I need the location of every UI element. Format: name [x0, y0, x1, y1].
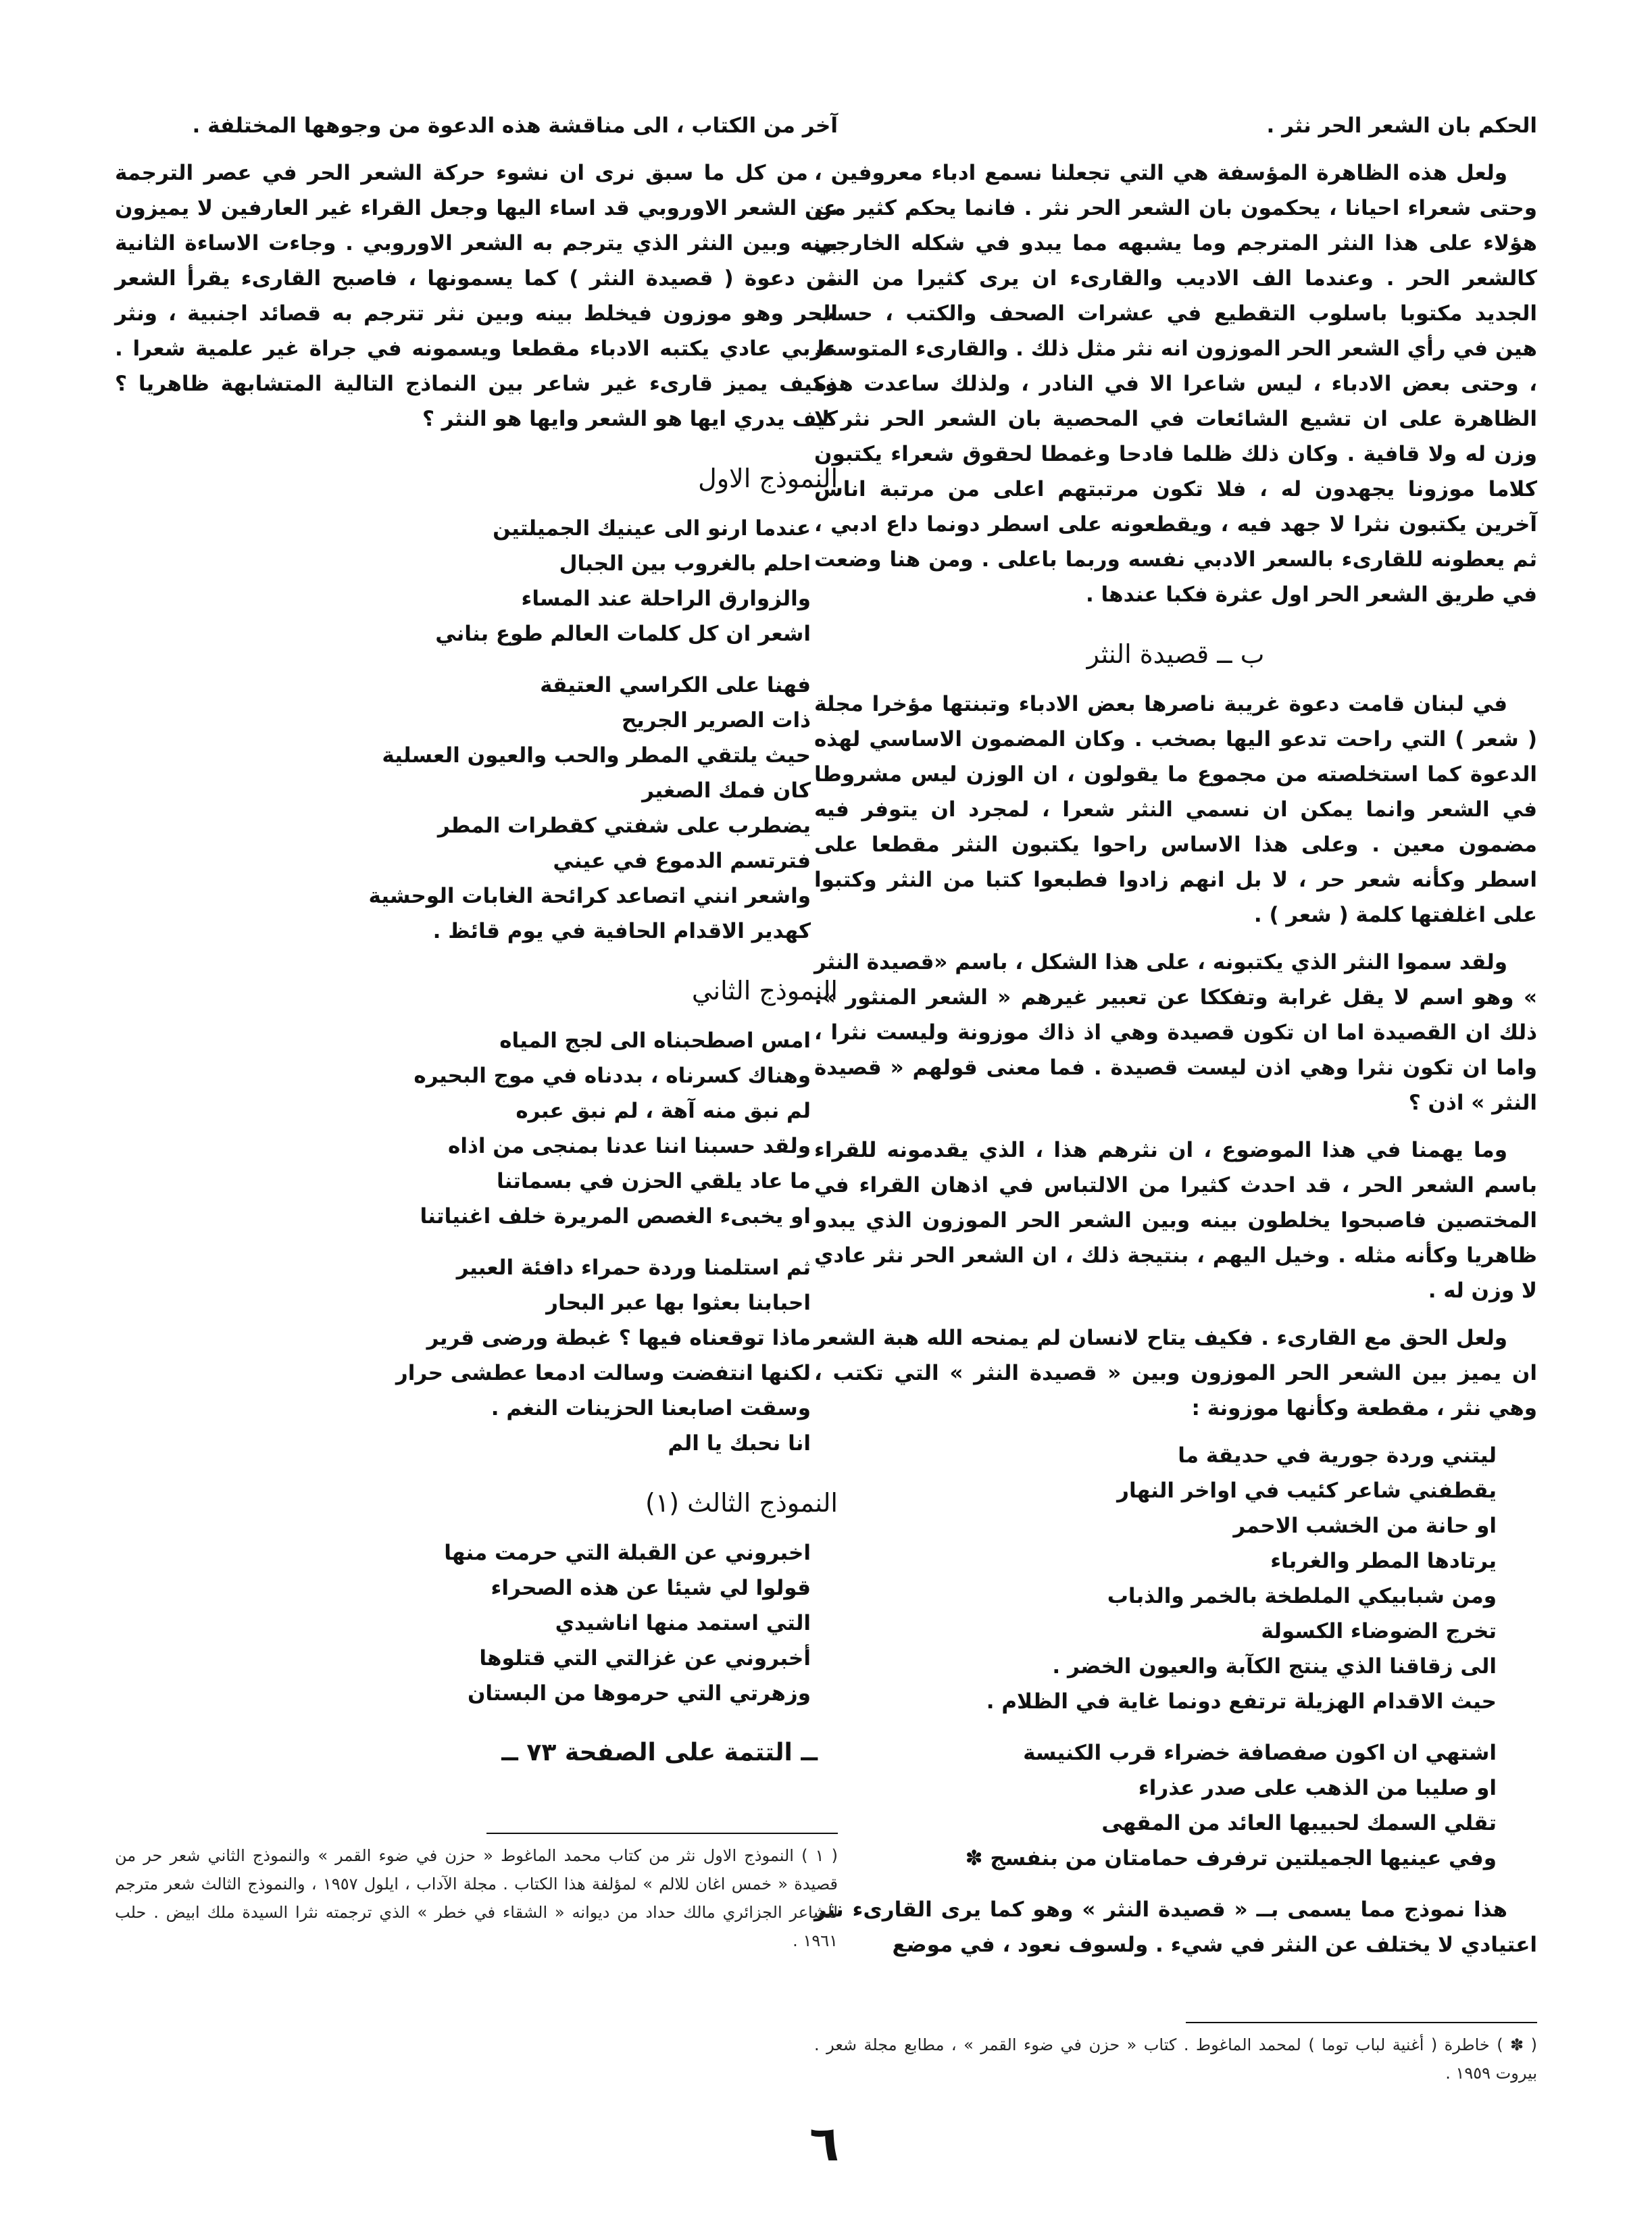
- footnote-left: ( ١ ) النموذج الاول نثر من كتاب محمد الماغوط « حزن في ضوء القمر » والنموذج الثاني شعر حر من قصيدة « خمس اغان للالم » لمؤلفة هذا الكتاب . مجلة الآداب ، ايلول ١٩٥٧ ، والنموذج الثالث شعر مترجم للشاعر الجزائري مالك حداد من ديوانه « الشقاء في خطر » الذي ترجمته نثرا السيدة ملك ابيض . حلب ١٩٦١ .: [115, 1846, 838, 1950]
- footnote-right: ( ✽ ) خاطرة ( أغنية لباب توما ) لمحمد الماغوط . كتاب « حزن في ضوء القمر » ، مطابع مجلة شعر . بيروت ١٩٥٩ .: [814, 2035, 1537, 2083]
- verse-line: لم نبق منه آهة ، لم نبق عبره: [516, 1099, 811, 1123]
- verse-line: أخبروني عن غزالتي التي قتلوها: [479, 1646, 811, 1670]
- verse-line: امس اصطحبناه الى لجج المياه: [499, 1029, 811, 1053]
- quoted-prose-poem-1: [814, 1438, 1537, 1719]
- verse-line: كهدير الاقدام الحافية في يوم قائظ .: [432, 919, 811, 943]
- verse-line: كان فمك الصغير: [642, 778, 811, 803]
- paragraph: هذا نموذج مما يسمى بــ « قصيدة النثر » وهو كما يرى القارىء نثر اعتيادي لا يختلف عن النثر في شيء . ولسوف نعود ، في موضع: [814, 1898, 1537, 1957]
- verse-line: احلم بالغروب بين الجبال: [559, 551, 811, 576]
- verse-line: ماذا توقعناه فيها ؟ غبطة ورضى قرير: [426, 1326, 811, 1350]
- footnote-rule-right: [1186, 2022, 1537, 2023]
- verse-line: وفي عينيها الجميلتين ترفرف حمامتان من بنفسج ✽: [965, 1846, 1497, 1870]
- verse-line: اشعر ان كل كلمات العالم طوع بناني: [435, 622, 811, 646]
- verse-line: انا نحبك يا الم: [668, 1431, 811, 1456]
- verse-line: عندما ارنو الى عينيك الجميلتين: [493, 516, 811, 541]
- paragraph: ولعل الحق مع القارىء . فكيف يتاح لانسان لم يمنحه الله هبة الشعر ان يميز بين الشعر الحر الموزون وبين « قصيدة النثر » التي تكتب ، وهي نثر ، مقطعة وكأنها موزونة :: [814, 1326, 1537, 1420]
- verse-line: ذات الصرير الجريح: [621, 708, 811, 733]
- model-2-stanza-1: [115, 1023, 838, 1234]
- section-heading: ب ــ قصيدة النثر: [1086, 639, 1265, 669]
- verse-line: ليتني وردة جورية في حديقة ما: [1178, 1443, 1497, 1468]
- model-3-heading: النموذج الثالث (١): [645, 1488, 838, 1518]
- verse-line: يرتادها المطر والغرباء: [1270, 1549, 1497, 1573]
- model-2-heading: النموذج الثاني: [691, 976, 838, 1006]
- verse-line: ومن شبابيكي الملطخة بالخمر والذباب: [1107, 1584, 1497, 1608]
- verse-line: التي استمد منها اناشيدي: [555, 1611, 811, 1635]
- verse-line: فهنا على الكراسي العتيقة: [540, 673, 811, 697]
- verse-line: تقلي السمك لحبيبها العائد من المقهى: [1101, 1811, 1497, 1835]
- verse-line: حيث يلتقي المطر والحب والعيون العسلية: [382, 743, 811, 768]
- verse-line: حيث الاقدام الهزيلة ترتفع دونما غاية في الظلام .: [986, 1689, 1497, 1714]
- paragraph: ولعل هذه الظاهرة المؤسفة هي التي تجعلنا نسمع ادباء معروفين ، وحتى شعراء احيانا ، يحكمون بان الشعر الحر نثر . فانما يحكم كثير من هؤلاء على هذا النثر المترجم وما يشبهه مما يبدو في شكله الخارجي كالشعر الحر . وعندما الف الاديب والقارىء ان يرى كثيرا من النثر الجديد مكتوبا باسلوب التقطيع في عشرات الصحف والكتب ، حسب هين في رأي الشعر الحر الموزون انه نثر مثل ذلك . والقارىء المتوسط ، وحتى بعض الادباء ، ليس شاعرا الا في النادر ، ولذلك ساعدت هذه الظاهرة على ان تشيع الشائعات في المحصية بان الشعر الحر نثر لا وزن له ولا قافية . وكان ذلك ظلما فادحا وغمطا لحقوق شعراء يكتبون كلاما موزونا يجهدون له ، فلا تكون مرتبتهم اعلى من مرتبة اناس آخرين يكتبون نثرا لا جهد فيه ، ويقطعونه على اسطر دونما داع ادبي ، ثم يعطونه للقارىء بالسعر الادبي نفسه وربما باعلى . ومن هنا وضعت في طريق الشعر الحر اول عثرة فكبا عندها .: [814, 161, 1537, 607]
- verse-line: وزهرتي التي حرموها من البستان: [467, 1681, 811, 1706]
- verse-line: وسقت اصابعنا الحزينات النغم .: [491, 1396, 811, 1420]
- verse-line: قولوا لي شيئا عن هذه الصحراء: [491, 1576, 811, 1600]
- verse-line: او يخبىء الغصص المريرة خلف اغنياتنا: [420, 1204, 811, 1229]
- verse-line: وهناك كسرناه ، بددناه في موج البحيره: [414, 1064, 811, 1088]
- verse-line: يضطرب على شفتي كقطرات المطر: [437, 814, 811, 838]
- left-column: [115, 108, 838, 1770]
- paragraph: وما يهمنا في هذا الموضوع ، ان نثرهم هذا ، الذي يقدمونه للقراء باسم الشعر الحر ، قد احدث كثيرا من الالتباس في اذهان القراء في المختصين فاصبحوا يخلطون بينه وبين الشعر الحر الموزون الذي يبدو ظاهريا وكأنه مثله . وخيل اليهم ، بنتيجة ذلك ، ان الشعر الحر نثر عادي لا وزن له .: [814, 1138, 1537, 1303]
- verse-line: ولقد حسبنا اننا عدنا بمنجى من اذاه: [448, 1134, 811, 1158]
- verse-line: او حانة من الخشب الاحمر: [1233, 1514, 1497, 1538]
- verse-line: والزوارق الراحلة عند المساء: [521, 587, 811, 611]
- verse-line: فترتسم الدموع في عيني: [553, 849, 811, 873]
- verse-line: احبابنا بعثوا بها عبر البحار: [546, 1291, 811, 1315]
- verse-line: الى زقاقنا الذي ينتج الكآبة والعيون الخضر .: [1052, 1654, 1497, 1679]
- paragraph: ولقد سموا النثر الذي يكتبونه ، على هذا الشكل ، باسم «قصيدة النثر » وهو اسم لا يقل غرابة وتفككا عن تعبير غيرهم « الشعر المنثور ». ذلك ان القصيدة اما ان تكون قصيدة وهي اذ ذاك موزونة وليست نثرا ، واما ان تكون نثرا وهي اذن ليست قصيدة . فما معنى قولهم « قصيدة النثر » اذن ؟: [814, 950, 1537, 1115]
- verse-line: ثم استلمنا وردة حمراء دافئة العبير: [456, 1256, 811, 1280]
- verse-line: اخبروني عن القبلة التي حرمت منها: [444, 1541, 811, 1565]
- verse-line: يقطفني شاعر كئيب في اواخر النهار: [1117, 1479, 1497, 1503]
- paragraph: من كل ما سبق نرى ان نشوء حركة الشعر الحر في عصر الترجمة عن الشعر الاوروبي قد اساء اليها وجعل القراء غير العارفين لا يميزون بينه وبين النثر الذي يترجم به الشعر الاوروبي . وجاءت الاساءة الثانية من دعوة ( قصيدة النثر ) كما يسمونها ، فاصبح القارىء يقرأ الشعر الحر وهو موزون فيخلط بينه وبين نثر تترجم به قصائد اجنبية ، ونثر عربي عادي يكتبه الادباء مقطعا ويسمونه في جراة غير علمية شعرا . وكيف يميز قارىء غير شاعر بين النماذج التالية المتشابهة ظاهريا ؟ كيف يدري ايها هو الشعر وايها هو النثر ؟: [115, 161, 838, 431]
- verse-line: اشتهي ان اكون صفصافة خضراء قرب الكنيسة: [1023, 1741, 1497, 1765]
- continued-note: ــ التتمة على الصفحة ٧٣ ــ: [501, 1739, 818, 1766]
- model-2-stanza-2: [115, 1250, 838, 1461]
- right-column: [814, 108, 1537, 1975]
- model-3-stanza: [115, 1535, 838, 1711]
- paragraph: الحكم بان الشعر الحر نثر .: [1266, 114, 1537, 138]
- model-1-stanza-2: [115, 668, 838, 949]
- verse-line: او صليبا من الذهب على صدر عذراء: [1138, 1776, 1497, 1800]
- quoted-prose-poem-2: [814, 1735, 1537, 1876]
- model-1-stanza-1: [115, 511, 838, 651]
- verse-line: لكنها انتفضت وسالت ادمعا عطشى حرار: [395, 1361, 811, 1385]
- page-number: ٦: [809, 2115, 839, 2172]
- verse-line: ما عاد يلقي الحزن في بسماتنا: [496, 1169, 811, 1193]
- verse-line: تخرج الضوضاء الكسولة: [1261, 1619, 1497, 1643]
- paragraph: آخر من الكتاب ، الى مناقشة هذه الدعوة من وجوهها المختلفة .: [192, 114, 838, 138]
- verse-line: واشعر انني اتصاعد كرائحة الغابات الوحشية: [368, 884, 811, 908]
- paragraph: في لبنان قامت دعوة غريبة ناصرها بعض الادباء وتبنتها مؤخرا مجلة ( شعر ) التي راحت تدعو اليها بصخب . وكان المضمون الاساسي لهذه الدعوة كما استخلصته من مجموع ما يقولون ، ان الوزن ليس مشروطا في الشعر وانما يمكن ان نسمي النثر شعرا ، لمجرد ان يتوفر فيه مضمون معين . وعلى هذا الاساس راحوا يكتبون النثر مقطعا على اسطر وكأنه شعر حر ، لا بل انهم زادوا فطبعوا كتبا من النثر وكتبوا على اغلفتها كلمة ( شعر ) .: [814, 692, 1537, 927]
- footnote-rule-left: [486, 1833, 838, 1834]
- model-1-heading: النموذج الاول: [698, 464, 838, 493]
